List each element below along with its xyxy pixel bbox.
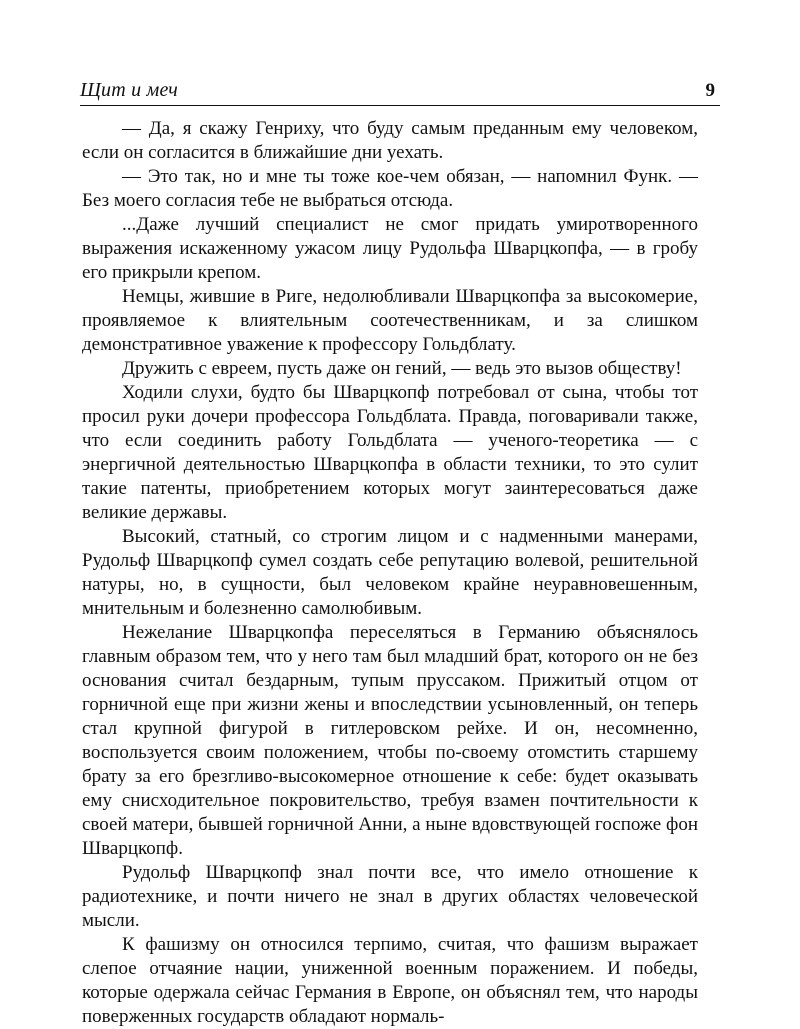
paragraph: — Да, я скажу Генриху, что буду самым преданным ему человеком, если он согласится в ближайшие дни уехать. <box>82 118 698 163</box>
running-header <box>80 78 720 106</box>
paragraph: Ходили слухи, будто бы Шварцкопф потребовал от сына, чтобы тот просил руки дочери профессора Гольдблата. Правда, поговаривали также, что если соединить работу Гольдблата — ученого-теоретика — с энергичной деятельностью Шварцкопфа в области техники, то это сулит такие патенты, приобретением которых могут заинтересоваться даже великие державы. <box>82 382 698 523</box>
paragraph: Дружить с евреем, пусть даже он гений, — ведь это вызов обществу! <box>122 358 682 379</box>
page-number: 9 <box>705 80 715 101</box>
paragraph: Нежелание Шварцкопфа переселяться в Германию объяснялось главным образом тем, что у него там был младший брат, которого он не без основания считал бездарным, тупым пруссаком. Прижитый отцом от горничной еще при жизни жены и впоследствии усыновленный, он теперь стал крупной фигурой в гитлеровском рейхе. И он, несомненно, воспользуется своим положением, чтобы по-своему отомстить старшему брату за его брезгливо-высокомерное отношение к себе: будет оказывать ему снисходительное покровительство, требуя взамен почтительности к своей матери, бывшей горничной Анни, а ныне вдовствующей госпоже фон Шварцкопф. <box>82 622 698 859</box>
book-page <box>80 78 720 1027</box>
body-text <box>82 117 698 1029</box>
paragraph: — Это так, но и мне ты тоже кое-чем обязан, — напомнил Функ. — Без моего согласия тебе не выбраться отсюда. <box>82 166 698 211</box>
paragraph: Высокий, статный, со строгим лицом и с надменными манерами, Рудольф Шварцкопф сумел создать себе репутацию волевой, решительной натуры, но, в сущности, был человеком крайне неуравновешенным, мнительным и болезненно самолюбивым. <box>82 526 698 619</box>
paragraph: Рудольф Шварцкопф знал почти все, что имело отношение к радиотехнике, и почти ничего не знал в других областях человеческой мысли. <box>82 862 698 931</box>
paragraph: ...Даже лучший специалист не смог придать умиротворенного выражения искаженному ужасом лицу Рудольфа Шварцкопфа, — в гробу его прикрыли крепом. <box>82 214 698 283</box>
paragraph: К фашизму он относился терпимо, считая, что фашизм выражает слепое отчаяние нации, униженной военным поражением. И победы, которые одержала сейчас Германия в Европе, он объяснял тем, что народы поверженных государств обладают нормаль- <box>82 934 698 1027</box>
paragraph: Немцы, жившие в Риге, недолюбливали Шварцкопфа за высокомерие, проявляемое к влиятельным соотечественникам, и за слишком демонстративное уважение к профессору Гольдблату. <box>82 286 698 355</box>
book-title: Щит и меч <box>80 79 179 101</box>
